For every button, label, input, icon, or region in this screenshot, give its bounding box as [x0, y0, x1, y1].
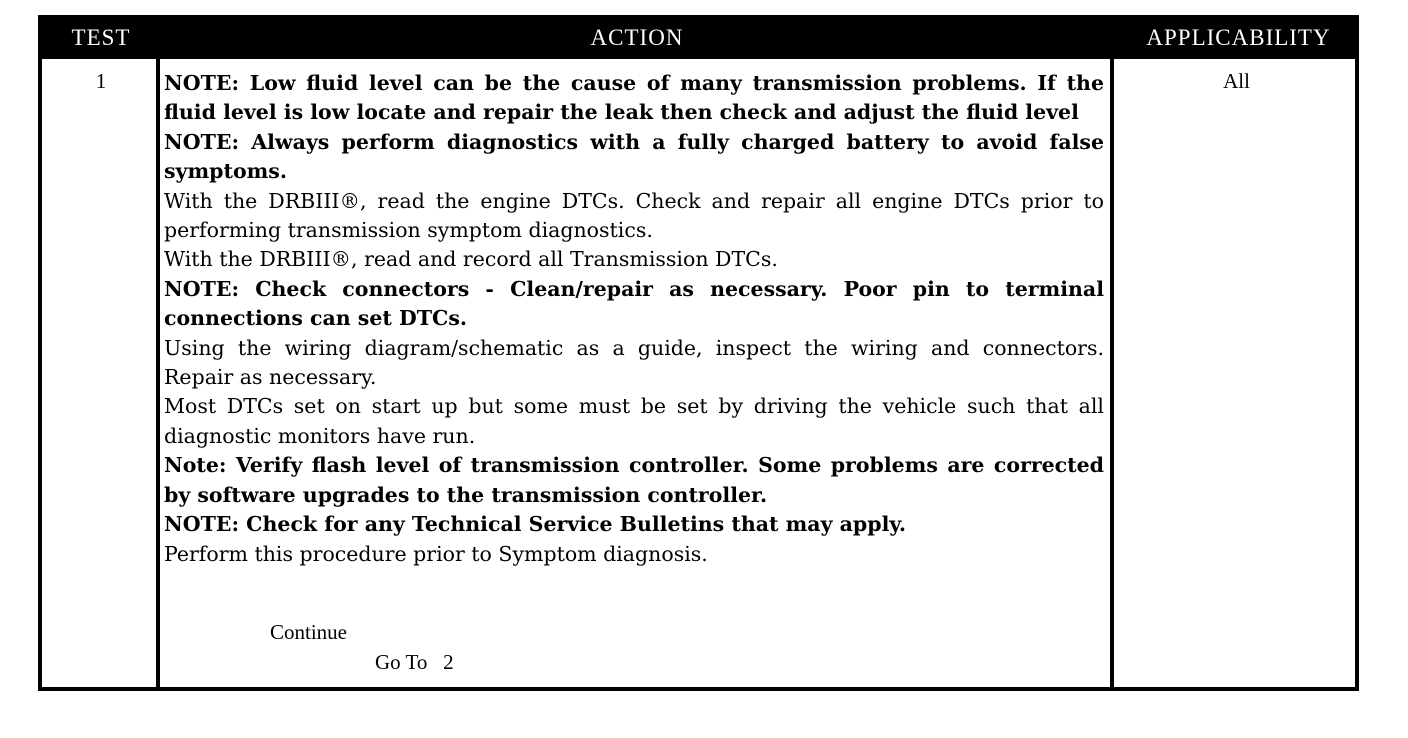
goto-step[interactable] — [375, 650, 454, 675]
step-dtc-monitors: Most DTCs set on start up but some must be set by driving the vehicle such that all diagnostic monitors have run. — [164, 394, 1104, 448]
step-read-engine-dtcs: With the DRBIII®, read the engine DTCs. Check and repair all engine DTCs prior to performing transmission symptom diagnostics. — [164, 188, 1104, 243]
note-service-bulletins: NOTE: Check for any Technical Service Bulletins that may apply. — [164, 512, 907, 537]
note-flash-level: Note: Verify flash level of transmission controller. Some problems are corrected by software upgrades to the transmission controller. — [164, 453, 1104, 507]
column-divider — [1110, 59, 1114, 687]
step-perform-procedure: Perform this procedure prior to Symptom diagnosis. — [164, 541, 708, 566]
goto-label: Go To — [375, 650, 428, 674]
continue-label: Continue — [270, 620, 347, 644]
action-cell — [164, 69, 1104, 569]
header-applicability: APPLICABILITY — [1146, 25, 1331, 50]
test-number: 1 — [95, 69, 107, 93]
note-connectors: NOTE: Check connectors - Clean/repair as necessary. Poor pin to terminal connections can set DTCs. — [164, 276, 1104, 331]
table-header — [42, 19, 1355, 59]
header-action: ACTION — [590, 25, 684, 50]
goto-target[interactable]: 2 — [443, 650, 454, 674]
note-low-fluid: NOTE: Low fluid level can be the cause of many transmission problems. If the fluid level is low locate and repair the leak then check and adjust the fluid level — [164, 71, 1104, 125]
step-record-transmission-dtcs: With the DRBIII®, read and record all Transmission DTCs. — [164, 247, 778, 272]
column-divider — [156, 59, 160, 687]
diagnostic-test-table — [38, 15, 1359, 691]
step-inspect-wiring: Using the wiring diagram/schematic as a guide, inspect the wiring and connectors. Repair as necessary. — [164, 335, 1104, 390]
note-battery: NOTE: Always perform diagnostics with a fully charged battery to avoid false symptoms. — [164, 129, 1104, 184]
applicability-value: All — [1223, 69, 1250, 93]
header-test: TEST — [71, 25, 131, 50]
